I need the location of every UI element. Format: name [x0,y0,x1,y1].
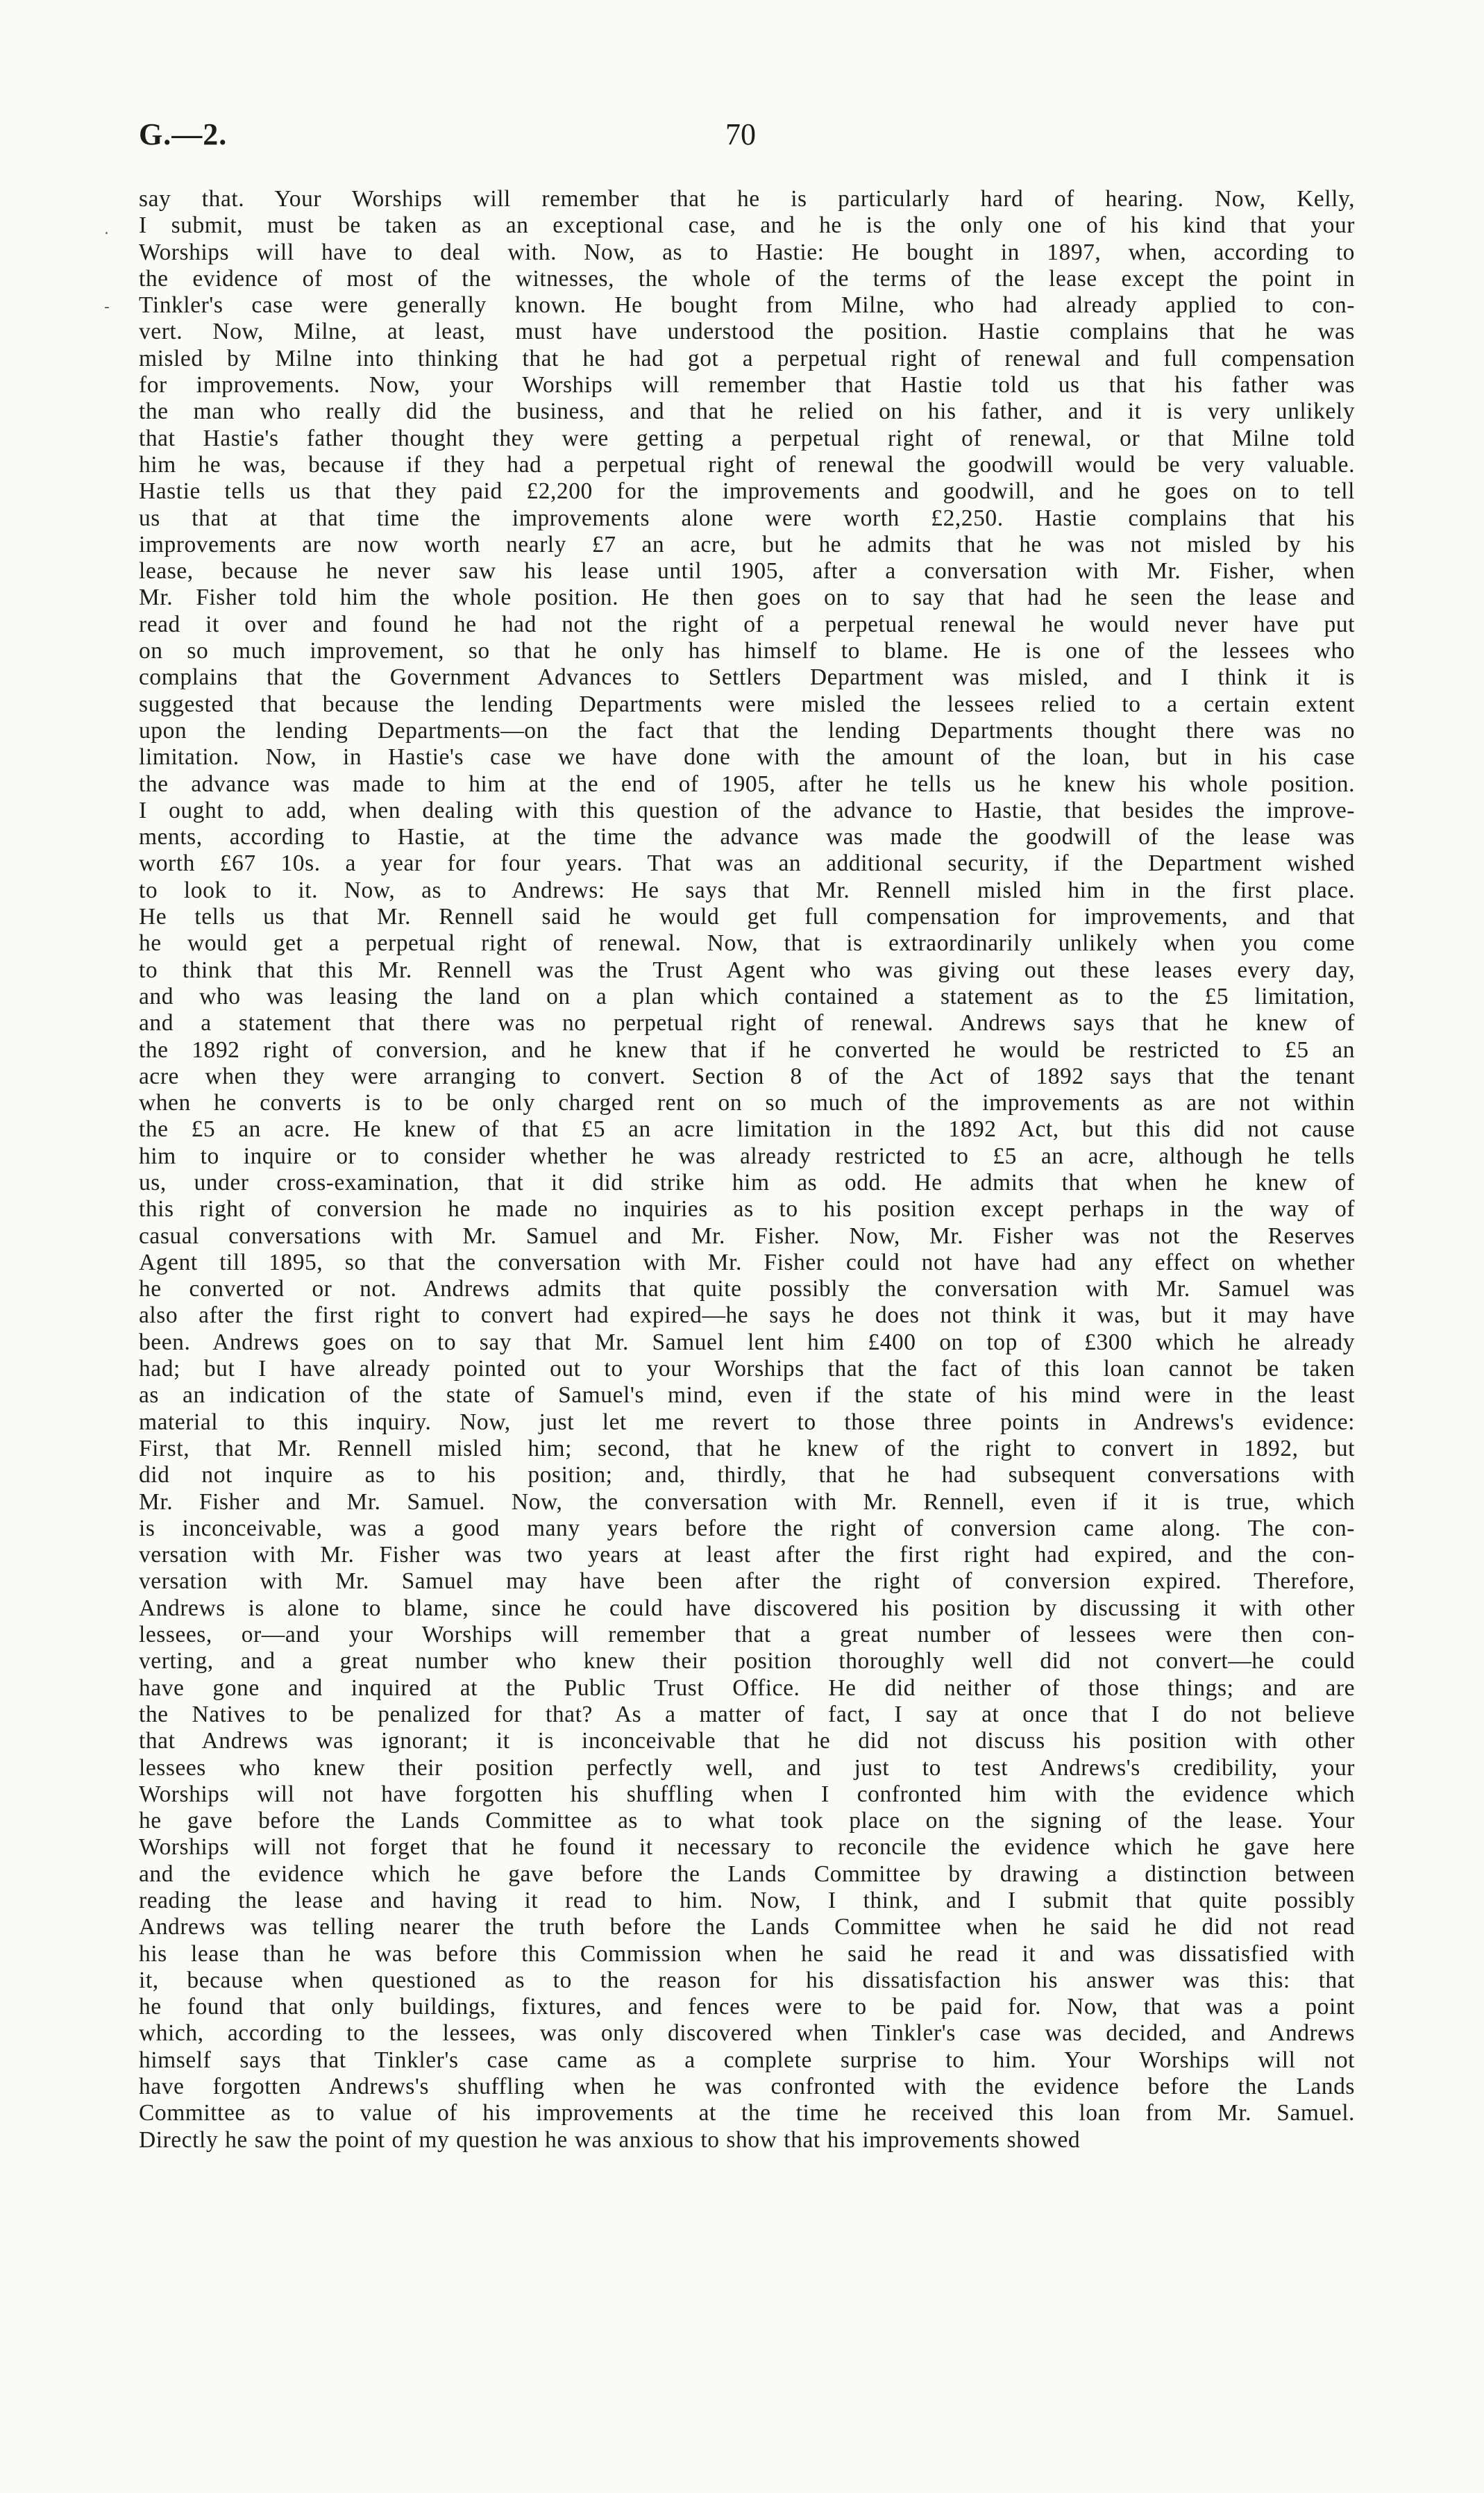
text-line: us that at that time the improvements alone were worth £2,250. Hastie complains that his [139,505,1355,531]
text-line: also after the first right to convert had expired—he says he does not think it was, but it may have [139,1302,1355,1329]
text-line: Worships will not forget that he found it necessary to reconcile the evidence which he gave here [139,1834,1355,1861]
text-line: the 1892 right of conversion, and he knew that if he converted he would be restricted to £5 an [139,1036,1355,1063]
text-line: acre when they were arranging to convert. Section 8 of the Act of 1892 says that the tenant [139,1063,1355,1089]
text-line: to think that this Mr. Rennell was the Trust Agent who was giving out these leases every day, [139,957,1355,983]
text-line: his lease than he was before this Commission when he said he read it and was dissatisfied with [139,1940,1355,1967]
text-line: worth £67 10s. a year for four years. That was an additional security, if the Department wished [139,850,1355,877]
text-line: suggested that because the lending Departments were misled the lessees relied to a certain extent [139,691,1355,717]
text-line: Mr. Fisher told him the whole position. He then goes on to say that had he seen the lease and [139,585,1355,611]
text-line: and a statement that there was no perpetual right of renewal. Andrews says that he knew of [139,1010,1355,1036]
text-line: the advance was made to him at the end of 1905, after he tells us he knew his whole position. [139,771,1355,797]
text-line: have forgotten Andrews's shuffling when he was confronted with the evidence before the Lands [139,2074,1355,2100]
text-line: He tells us that Mr. Rennell said he would get full compensation for improvements, and that [139,904,1355,930]
text-line: the evidence of most of the witnesses, the whole of the terms of the lease except the point in [139,265,1355,292]
text-line: I ought to add, when dealing with this question of the advance to Hastie, that besides the improve- [139,797,1355,823]
text-line: that Andrews was ignorant; it is inconceivable that he did not discuss his position with other [139,1728,1355,1754]
text-line: vert. Now, Milne, at least, must have understood the position. Hastie complains that he was [139,319,1355,345]
text-line: material to this inquiry. Now, just let me revert to those three points in Andrews's evidence: [139,1409,1355,1435]
text-line: Hastie tells us that they paid £2,200 for the improvements and goodwill, and he goes on to tell [139,478,1355,505]
text-line: on so much improvement, so that he only has himself to blame. He is one of the lessees who [139,638,1355,664]
text-line: read it over and found he had not the right of a perpetual renewal he would never have put [139,611,1355,637]
text-line: verting, and a great number who knew their position thoroughly well did not convert—he could [139,1648,1355,1674]
text-line: Andrews was telling nearer the truth before the Lands Committee when he said he did not read [139,1914,1355,1940]
text-line: as an indication of the state of Samuel's mind, even if the state of his mind were in the least [139,1382,1355,1409]
text-line: complains that the Government Advances to Settlers Department was misled, and I think it is [139,664,1355,691]
text-line: when he converts is to be only charged rent on so much of the improvements as are not within [139,1090,1355,1116]
text-line: him he was, because if they had a perpetual right of renewal the goodwill would be very valuable. [139,451,1355,478]
text-line: I submit, must be taken as an exceptional case, and he is the only one of his kind that your [139,212,1355,239]
text-line: it, because when questioned as to the reason for his dissatisfaction his answer was this: that [139,1967,1355,1993]
text-line: Directly he saw the point of my question he was anxious to show that his improvements showed [139,2126,1081,2153]
text-line: and who was leasing the land on a plan which contained a statement as to the £5 limitation, [139,983,1355,1009]
text-line: Worships will have to deal with. Now, as to Hastie: He bought in 1897, when, according to [139,239,1355,265]
text-line: had; but I have already pointed out to your Worships that the fact of this loan cannot be taken [139,1356,1355,1382]
text-line: did not inquire as to his position; and, thirdly, that he had subsequent conversations with [139,1462,1355,1488]
text-line: us, under cross-examination, that it did strike him as odd. He admits that when he knew of [139,1169,1355,1195]
text-line: the £5 an acre. He knew of that £5 an acre limitation in the 1892 Act, but this did not cause [139,1116,1355,1143]
text-line: reading the lease and having it read to him. Now, I think, and I submit that quite possibly [139,1888,1355,1913]
text-line: Andrews is alone to blame, since he could have discovered his position by discussing it with other [139,1595,1355,1621]
text-line: him to inquire or to consider whether he was already restricted to £5 an acre, although he tells [139,1143,1355,1169]
text-line: and the evidence which he gave before the Lands Committee by drawing a distinction between [139,1861,1355,1887]
text-line: say that. Your Worships will remember that he is particularly hard of hearing. Now, Kelly, [139,186,1355,212]
text-line: improvements are now worth nearly £7 an acre, but he admits that he was not misled by his [139,531,1355,557]
page-header [139,117,1354,158]
text-line: the man who really did the business, and that he relied on his father, and it is very unlikely [139,398,1355,425]
text-line: Committee as to value of his improvements at the time he received this loan from Mr. Samuel. [139,2100,1355,2126]
text-line: himself says that Tinkler's case came as a complete surprise to him. Your Worships will not [139,2047,1355,2073]
text-line: he would get a perpetual right of renewal. Now, that is extraordinarily unlikely when you come [139,930,1355,957]
text-line: Tinkler's case were generally known. He bought from Milne, who had already applied to con- [139,292,1355,319]
text-line: upon the lending Departments—on the fact that the lending Departments thought there was no [139,717,1355,744]
text-line: lessees, or—and your Worships will remember that a great number of lessees were then con- [139,1622,1355,1648]
text-line: been. Andrews goes on to say that Mr. Samuel lent him £400 on top of £300 which he already [139,1329,1355,1355]
text-line: have gone and inquired at the Public Trust Office. He did neither of those things; and are [139,1674,1355,1701]
text-line: misled by Milne into thinking that he had got a perpetual right of renewal and full compensation [139,345,1355,371]
text-line: he gave before the Lands Committee as to what took place on the signing of the lease. Your [139,1808,1355,1834]
page-number: 70 [725,117,756,151]
text-line: the Natives to be penalized for that? As a matter of fact, I say at once that I do not believe [139,1701,1355,1727]
text-line: he converted or not. Andrews admits that quite possibly the conversation with Mr. Samuel was [139,1276,1355,1302]
text-line: versation with Mr. Samuel may have been after the right of conversion expired. Therefore, [139,1568,1355,1595]
text-line: this right of conversion he made no inquiries as to his position except perhaps in the way of [139,1196,1355,1223]
text-line: which, according to the lessees, was only discovered when Tinkler's case was decided, and Andrews [139,2020,1355,2047]
text-line: is inconceivable, was a good many years before the right of conversion came along. The con- [139,1515,1355,1541]
text-line: Agent till 1895, so that the conversation with Mr. Fisher could not have had any effect on whether [139,1249,1355,1275]
text-line: that Hastie's father thought they were getting a perpetual right of renewal, or that Milne told [139,425,1355,451]
text-line: Mr. Fisher and Mr. Samuel. Now, the conversation with Mr. Rennell, even if it is true, which [139,1488,1355,1515]
text-line: for improvements. Now, your Worships will remember that Hastie told us that his father was [139,372,1355,398]
body-text [139,186,1355,2154]
document-code: G.—2. [139,117,228,151]
text-line: to look to it. Now, as to Andrews: He says that Mr. Rennell misled him in the first place. [139,877,1355,903]
margin-mark: . [104,221,109,238]
text-line: casual conversations with Mr. Samuel and Mr. Fisher. Now, Mr. Fisher was not the Reserves [139,1223,1355,1249]
text-line: limitation. Now, in Hastie's case we have done with the amount of the loan, but in his case [139,744,1355,771]
margin-mark: - [104,299,110,316]
text-line: lease, because he never saw his lease until 1905, after a conversation with Mr. Fisher, when [139,558,1355,585]
text-line: First, that Mr. Rennell misled him; second, that he knew of the right to convert in 1892, but [139,1435,1355,1461]
text-line: versation with Mr. Fisher was two years at least after the first right had expired, and the con- [139,1542,1355,1568]
text-line: Worships will not have forgotten his shuffling when I confronted him with the evidence which [139,1781,1355,1807]
text-line: ments, according to Hastie, at the time the advance was made the goodwill of the lease was [139,824,1355,850]
text-line: he found that only buildings, fixtures, and fences were to be paid for. Now, that was a point [139,1994,1355,2020]
text-line: lessees who knew their position perfectly well, and just to test Andrews's credibility, your [139,1754,1355,1781]
